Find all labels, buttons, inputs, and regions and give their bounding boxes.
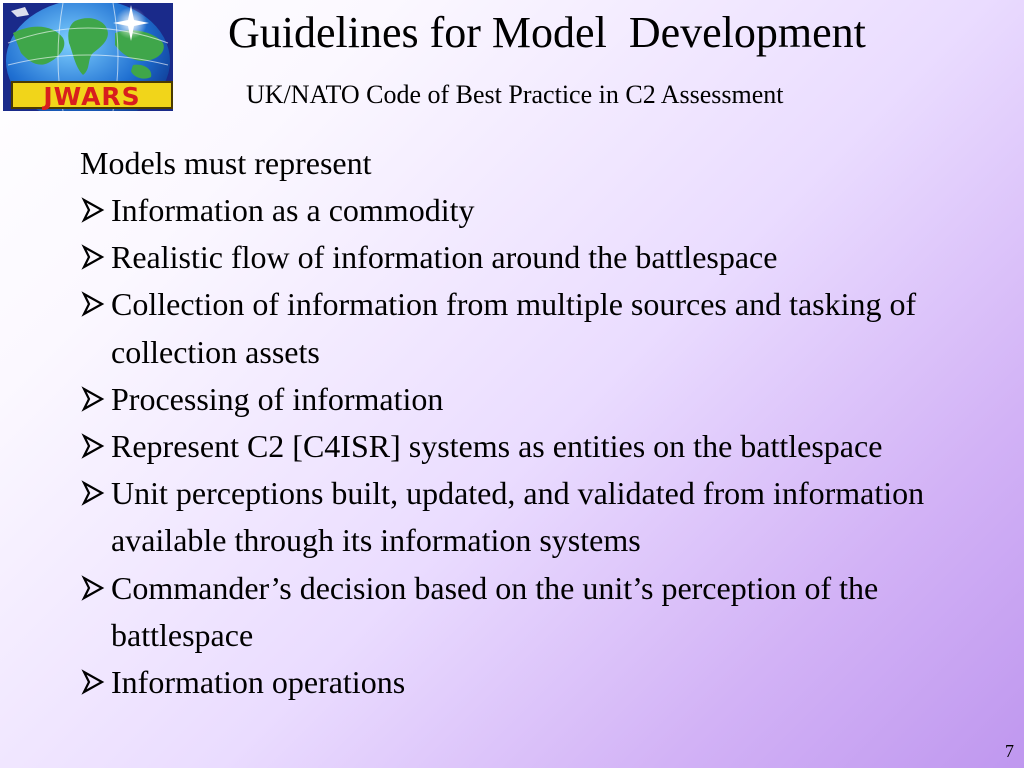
arrowhead-bullet-icon xyxy=(80,669,106,695)
slide-title: Guidelines for Model Development xyxy=(228,8,866,57)
arrowhead-bullet-icon xyxy=(80,244,106,270)
slide-subtitle: UK/NATO Code of Best Practice in C2 Assessment xyxy=(246,80,784,109)
list-item xyxy=(80,187,1000,234)
list-item xyxy=(80,565,1000,659)
bullet-text: Unit perceptions built, updated, and validated from information available through its information systems xyxy=(111,475,925,559)
bullet-text: Information operations xyxy=(111,664,406,701)
jwars-logo xyxy=(3,3,173,111)
bullet-text: Commander’s decision based on the unit’s perception of the battlespace xyxy=(111,569,879,653)
arrowhead-bullet-icon xyxy=(80,291,106,317)
bullet-list xyxy=(80,187,1000,706)
bullet-text: Represent C2 [C4ISR] systems as entities on the battlespace xyxy=(111,428,883,465)
arrowhead-bullet-icon xyxy=(80,197,106,223)
bullet-text: Collection of information from multiple sources and tasking of collection assets xyxy=(111,286,917,370)
list-item xyxy=(80,376,1000,423)
bullet-text: Processing of information xyxy=(111,380,444,417)
bullet-text: Realistic flow of information around the battlespace xyxy=(111,239,778,276)
page-number: 7 xyxy=(1005,741,1014,761)
list-item xyxy=(80,423,1000,470)
list-item xyxy=(80,281,1000,375)
list-item xyxy=(80,470,1000,564)
arrowhead-bullet-icon xyxy=(80,480,106,506)
bullet-text: Information as a commodity xyxy=(111,192,475,228)
arrowhead-bullet-icon xyxy=(80,433,106,459)
logo-wordmark: JWARS xyxy=(11,81,173,109)
intro-text: Models must represent xyxy=(80,145,372,181)
arrowhead-bullet-icon xyxy=(80,386,106,412)
list-item xyxy=(80,659,1000,706)
arrowhead-bullet-icon xyxy=(80,575,106,601)
list-item xyxy=(80,234,1000,281)
